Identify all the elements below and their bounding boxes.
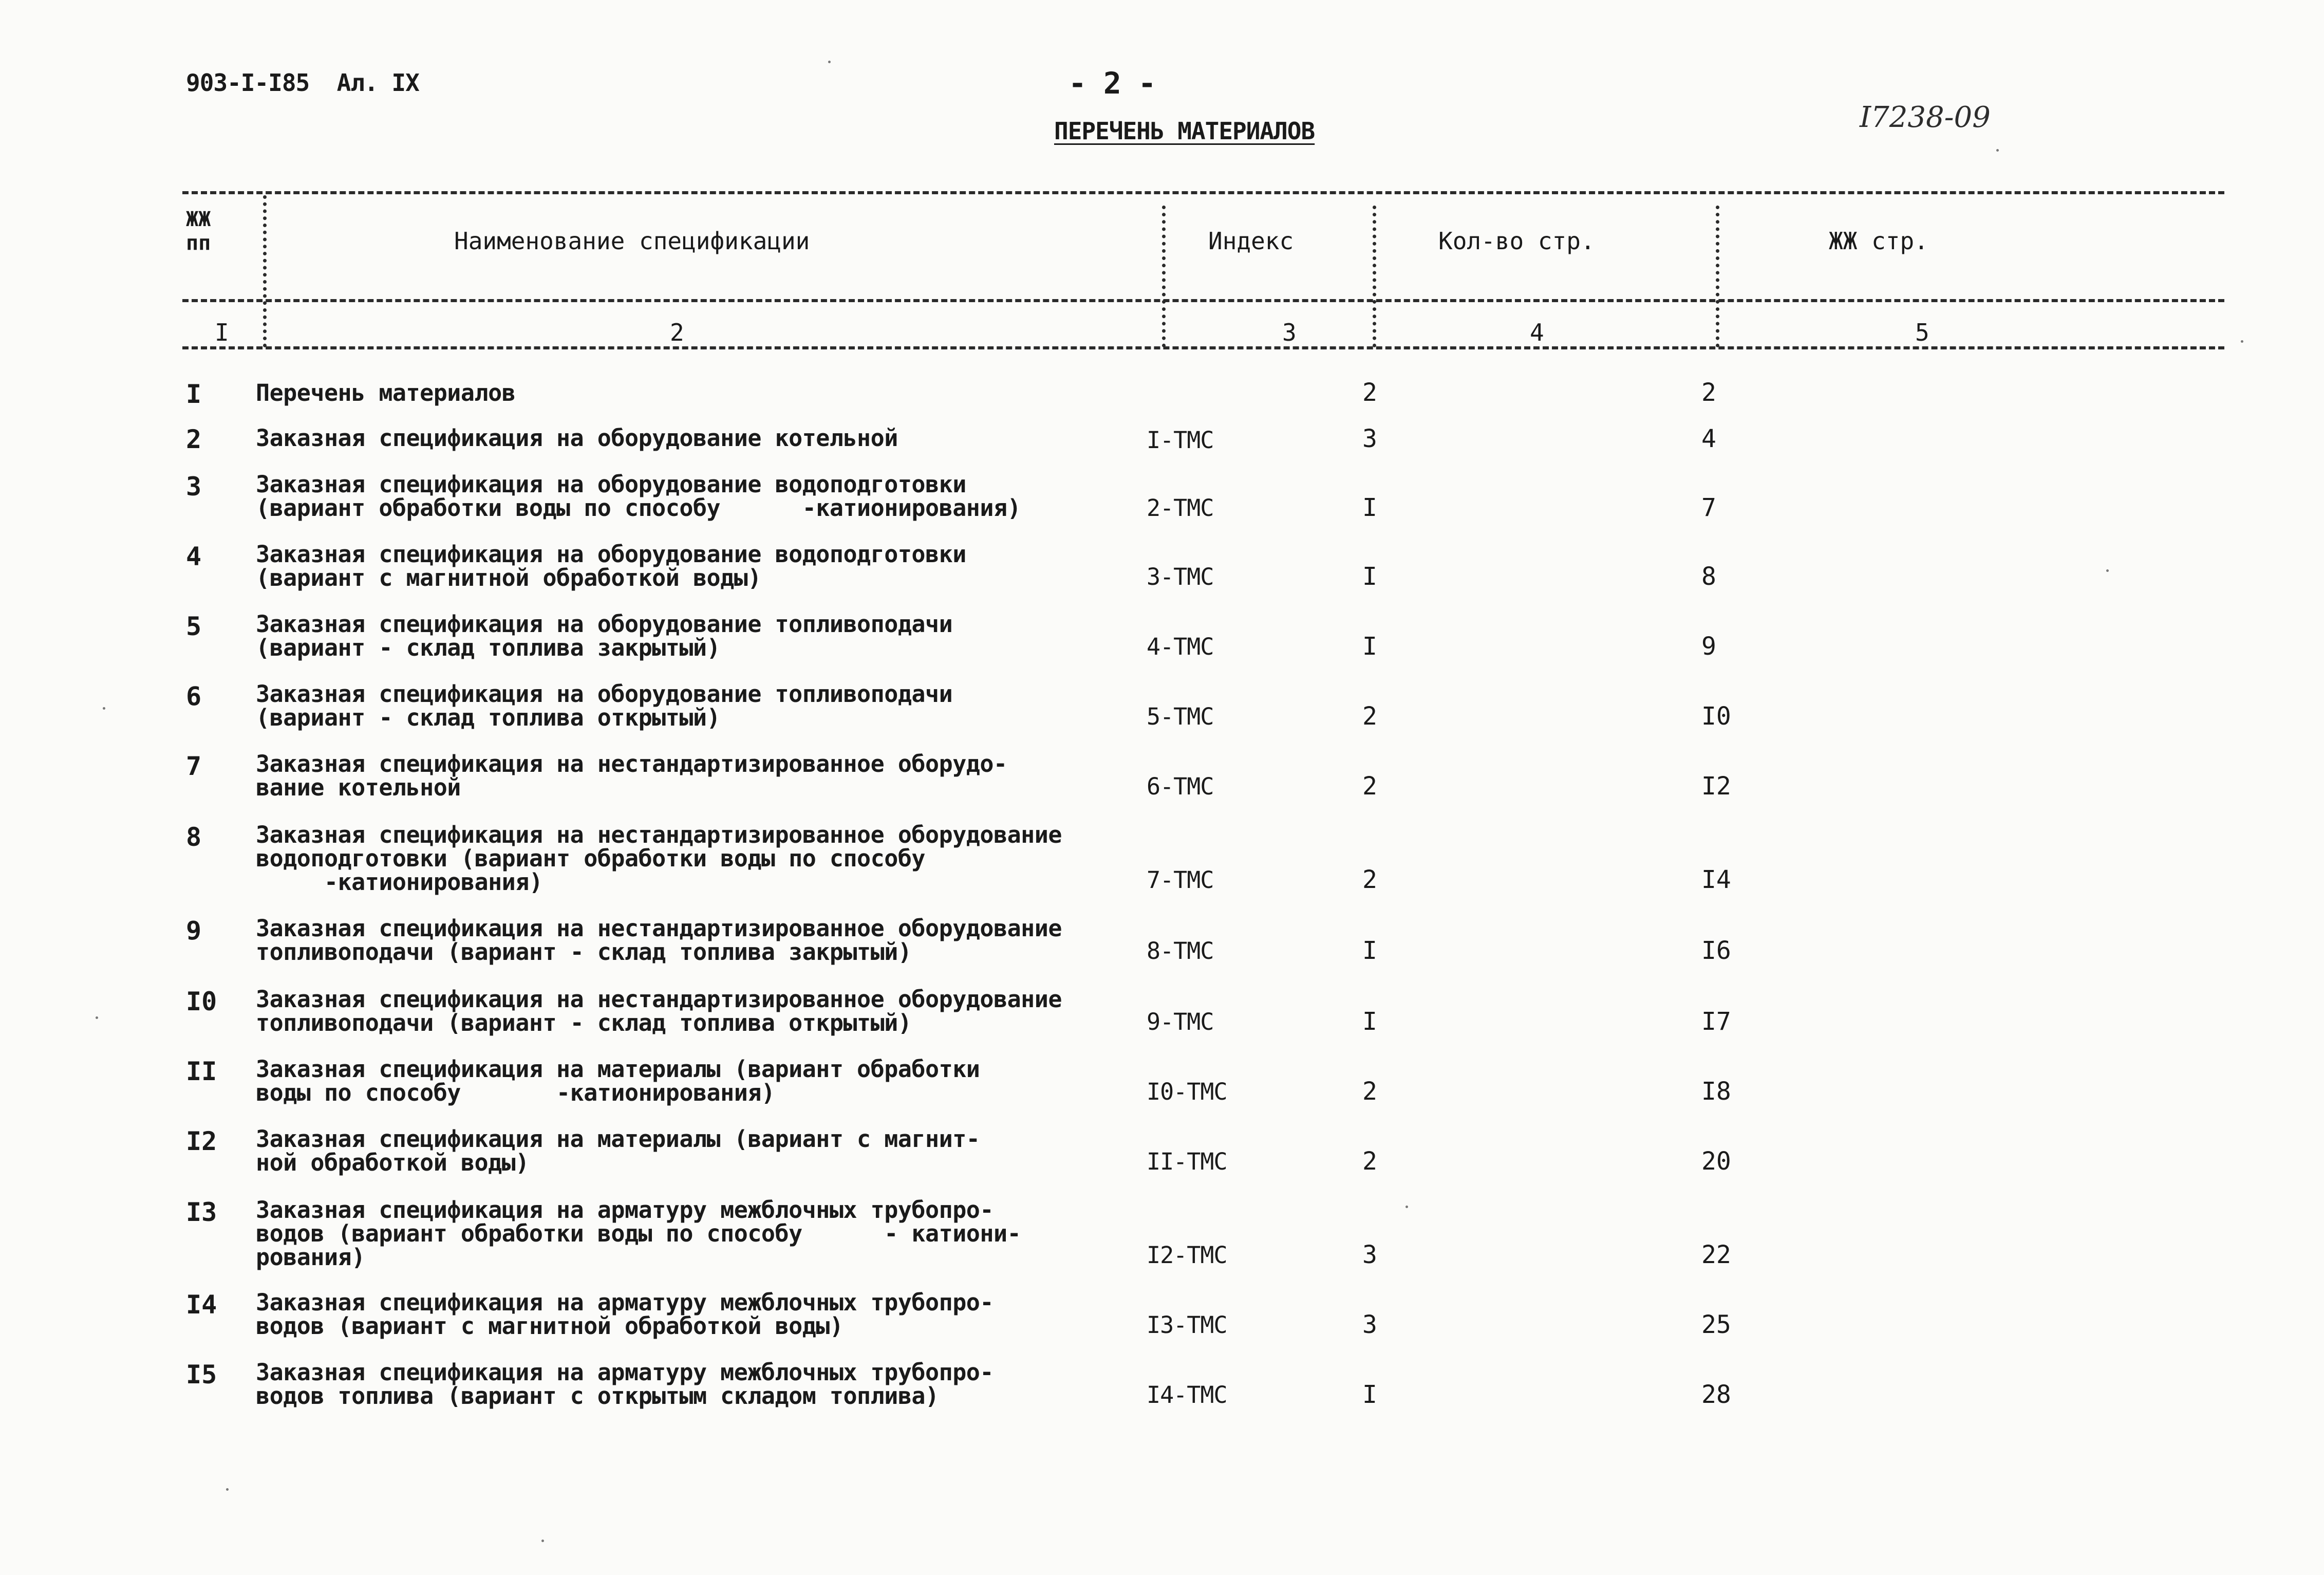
column-divider	[1373, 206, 1376, 347]
row-number: 5	[186, 612, 202, 641]
spec-name: Заказная спецификация на материалы (вариант с магнит- ной обработкой воды)	[256, 1125, 980, 1176]
page-count: 2	[1362, 1147, 1377, 1176]
column-number: 3	[1282, 319, 1297, 346]
spec-index: II-ТМС	[1147, 1148, 1227, 1175]
spec-index: 7-ТМС	[1147, 866, 1214, 894]
spec-name: Заказная спецификация на оборудование котельной	[256, 424, 898, 452]
row-number: I4	[186, 1290, 217, 1320]
spec-index: I3-ТМС	[1147, 1311, 1227, 1339]
spec-index: 8-ТМС	[1147, 937, 1214, 965]
spec-index: 4-ТМС	[1147, 633, 1214, 660]
page-count: 2	[1362, 772, 1377, 801]
document-code: 903-I-I85 Ал. IX	[186, 69, 419, 97]
spec-index: I4-ТМС	[1147, 1381, 1227, 1409]
page-number-ref: 22	[1701, 1240, 1731, 1269]
spec-index: I0-ТМС	[1147, 1078, 1227, 1105]
page-number-ref: 28	[1701, 1380, 1731, 1409]
spec-name: Заказная спецификация на оборудование топливоподачи (вариант - склад топлива открытый)	[256, 680, 953, 731]
page-count: 2	[1362, 865, 1377, 894]
page-count: I	[1362, 493, 1377, 522]
table-top-rule	[182, 191, 2224, 194]
spec-name: Заказная спецификация на нестандартизированное оборудование водоподготовки (вариант обработки воды по способу -катионирования)	[256, 821, 1062, 896]
page-number-ref: 8	[1701, 562, 1716, 591]
scan-speck	[1996, 149, 1999, 152]
row-number: 2	[186, 424, 202, 454]
page-number-ref: 20	[1701, 1147, 1731, 1176]
column-header-num: ЖЖ пп	[186, 208, 211, 255]
page-number-ref: 7	[1701, 493, 1716, 522]
page-count: 3	[1362, 424, 1377, 453]
scan-speck	[828, 61, 831, 63]
column-numbers-rule	[182, 346, 2224, 349]
row-number: 3	[186, 472, 202, 502]
page-count: 3	[1362, 1240, 1377, 1269]
row-number: 7	[186, 751, 202, 781]
column-number: 2	[670, 319, 684, 346]
page-title: ПЕРЕЧЕНЬ МАТЕРИАЛОВ	[1054, 117, 1315, 145]
column-number: 4	[1530, 319, 1544, 346]
page-number-ref: I7	[1701, 1007, 1731, 1036]
page-count: 3	[1362, 1310, 1377, 1339]
page-count: I	[1362, 632, 1377, 661]
column-number: 5	[1915, 319, 1929, 346]
column-divider	[1716, 206, 1719, 347]
page-number-ref: 9	[1701, 632, 1716, 661]
row-number: 9	[186, 916, 202, 946]
page-count: 2	[1362, 1077, 1377, 1106]
row-number: 8	[186, 822, 202, 852]
spec-name: Заказная спецификация на оборудование водоподготовки (вариант с магнитной обработкой воды)	[256, 541, 966, 591]
spec-name: Заказная спецификация на нестандартизированное оборудование топливоподачи (вариант - склад топлива закрытый)	[256, 915, 1062, 966]
column-header-index: Индекс	[1208, 227, 1294, 255]
row-number: I0	[186, 987, 217, 1016]
spec-name: Заказная спецификация на оборудование водоподготовки (вариант обработки воды по способу -катионирования)	[256, 471, 1021, 522]
column-header-pages-no: ЖЖ стр.	[1829, 227, 1928, 255]
spec-index: 3-ТМС	[1147, 563, 1214, 590]
row-number: 6	[186, 681, 202, 711]
header-rule	[182, 299, 2224, 302]
spec-name: Заказная спецификация на материалы (вариант обработки воды по способу -катионирования)	[256, 1055, 980, 1106]
spec-index: 2-ТМС	[1147, 494, 1214, 522]
scan-speck	[96, 1016, 98, 1019]
row-number: I2	[186, 1126, 217, 1156]
scan-speck	[226, 1488, 229, 1491]
spec-index: I-ТМС	[1147, 427, 1214, 454]
spec-name: Перечень материалов	[256, 379, 516, 406]
page-number-ref: I6	[1701, 936, 1731, 965]
page-count: I	[1362, 1380, 1377, 1409]
page-count: I	[1362, 1007, 1377, 1036]
scan-speck	[2106, 569, 2109, 572]
archive-stamp: I7238-09	[1860, 101, 1991, 134]
scan-speck	[1405, 1206, 1408, 1208]
row-number: I3	[186, 1197, 217, 1227]
spec-name: Заказная спецификация на арматуру межблочных трубопро- водов топлива (вариант с открытым складом топлива)	[256, 1359, 994, 1410]
spec-name: Заказная спецификация на арматуру межблочных трубопро- водов (вариант обработки воды по способу - катиони- рования)	[256, 1196, 1021, 1271]
page-number-ref: I8	[1701, 1077, 1731, 1106]
spec-index: I2-ТМС	[1147, 1242, 1227, 1269]
page-number-ref: 4	[1701, 424, 1716, 453]
page-number-ref: I4	[1701, 865, 1731, 894]
row-number: I	[186, 379, 202, 409]
spec-index: 9-ТМС	[1147, 1008, 1214, 1035]
column-header-pages-count: Кол-во стр.	[1438, 227, 1595, 255]
page-number-ref: 2	[1701, 378, 1716, 407]
scan-speck	[541, 1540, 544, 1542]
row-number: II	[186, 1057, 217, 1086]
page-number: - 2 -	[1069, 66, 1156, 101]
spec-name: Заказная спецификация на нестандартизированное оборудование топливоподачи (вариант - склад топлива открытый)	[256, 986, 1062, 1036]
page-count: I	[1362, 562, 1377, 591]
row-number: I5	[186, 1360, 217, 1389]
row-number: 4	[186, 542, 202, 571]
page-count: I	[1362, 936, 1377, 965]
page-number-ref: I2	[1701, 772, 1731, 801]
column-header-name: Наименование спецификации	[454, 227, 810, 255]
column-number: I	[215, 319, 229, 346]
spec-name: Заказная спецификация на нестандартизированное оборудо- вание котельной	[256, 750, 1007, 801]
scan-speck	[103, 707, 105, 710]
spec-index: 5-ТМС	[1147, 703, 1214, 730]
spec-name: Заказная спецификация на арматуру межблочных трубопро- водов (вариант с магнитной обработкой воды)	[256, 1289, 994, 1340]
scan-speck	[2241, 340, 2243, 343]
spec-name: Заказная спецификация на оборудование топливоподачи (вариант - склад топлива закрытый)	[256, 610, 953, 661]
page-number-ref: 25	[1701, 1310, 1731, 1339]
page-count: 2	[1362, 378, 1377, 407]
column-divider	[1162, 206, 1166, 347]
page-number-ref: I0	[1701, 702, 1731, 731]
page-count: 2	[1362, 702, 1377, 731]
column-divider	[263, 195, 267, 347]
spec-index: 6-ТМС	[1147, 773, 1214, 800]
